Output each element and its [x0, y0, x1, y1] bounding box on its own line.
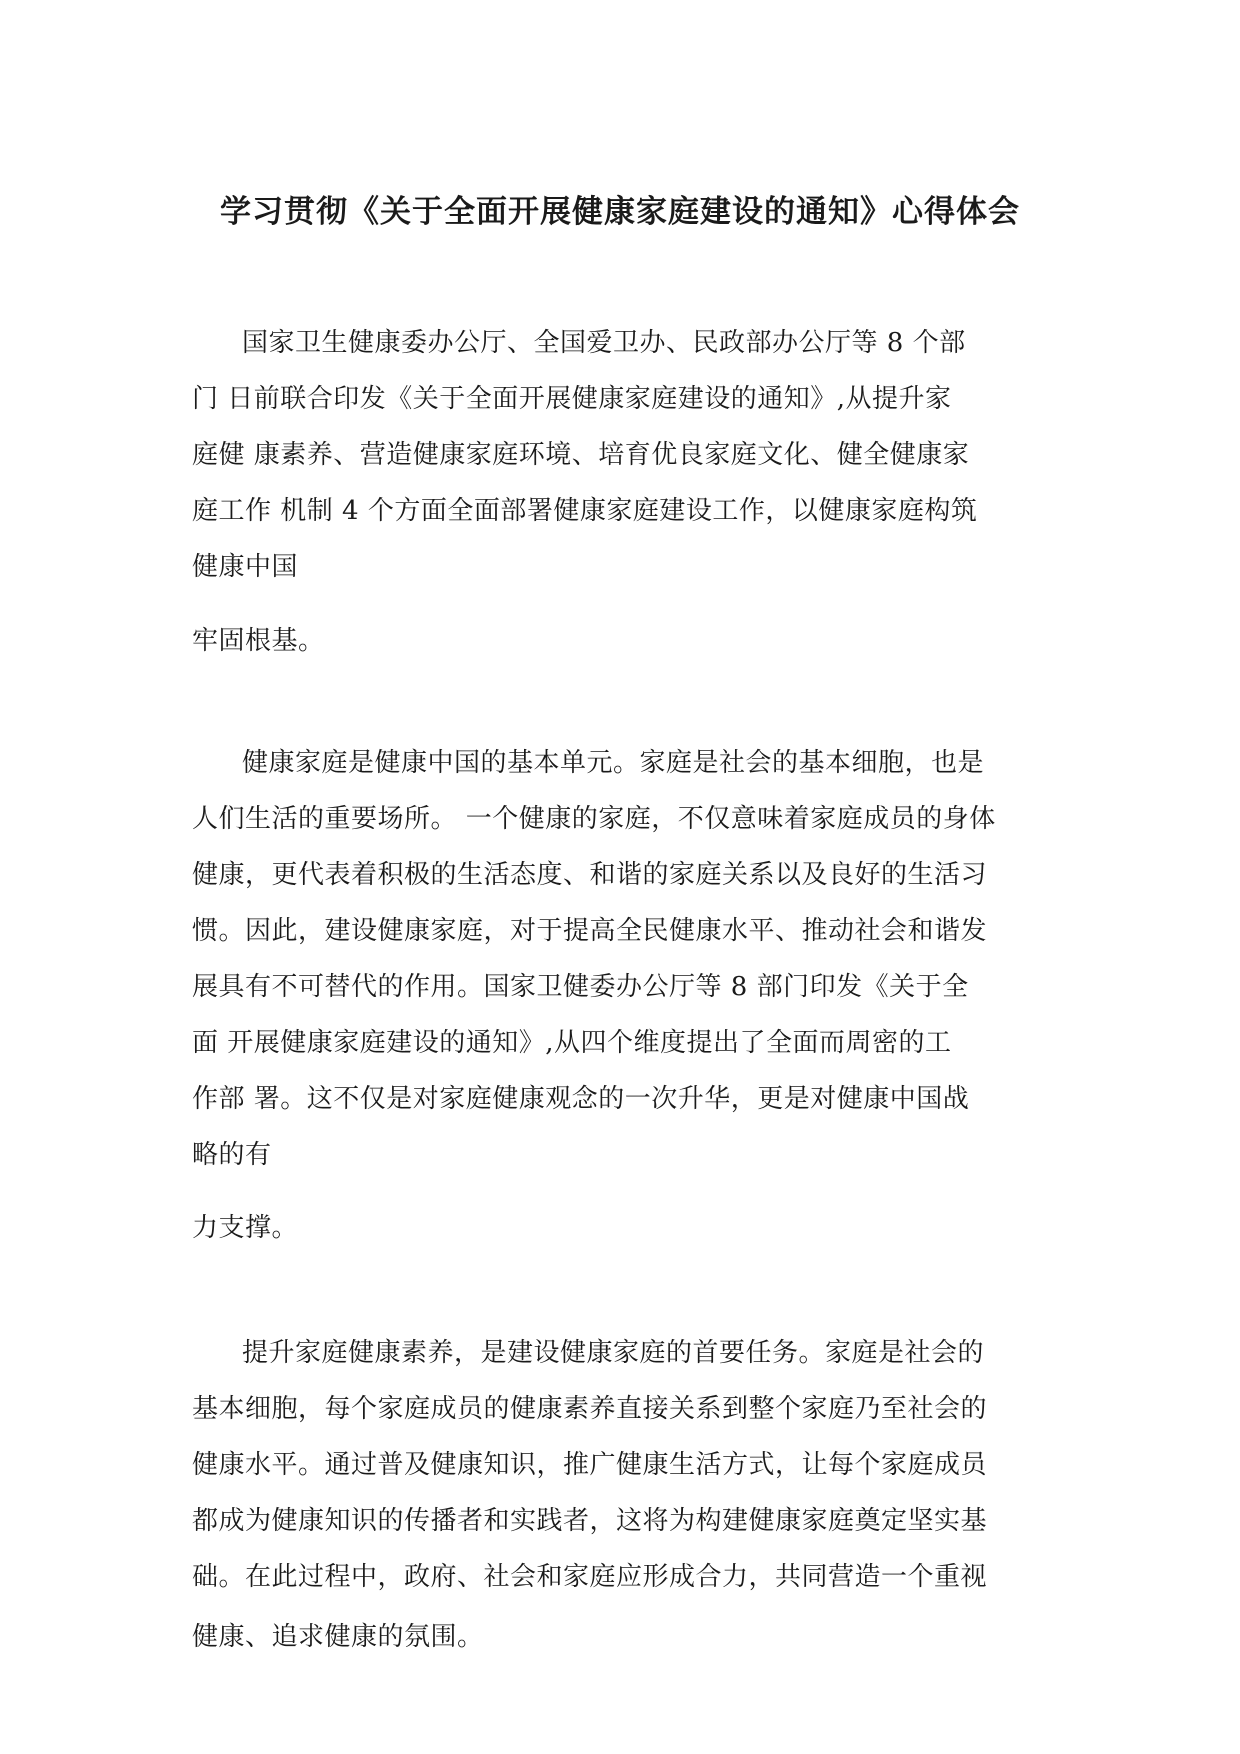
paragraph-5-line-3: 健康水平。通过普及健康知识，推广健康生活方式，让每个家庭成员	[192, 1450, 988, 1480]
paragraph-3-line-7: 作部 署。这不仅是对家庭健康观念的一次升华，更是对健康中国战	[192, 1084, 970, 1114]
paragraph-1-line-1: 国家卫生健康委办公厅、全国爱卫办、民政部办公厅等 8 个部	[242, 328, 966, 358]
paragraph-1-line-5: 健康中国	[192, 552, 299, 582]
paragraph-4-line-1: 力支撑。	[192, 1213, 299, 1243]
paragraph-3-line-4: 惯。因此，建设健康家庭，对于提高全民健康水平、推动社会和谐发	[192, 916, 988, 946]
paragraph-5-line-5: 础。在此过程中，政府、社会和家庭应形成合力，共同营造一个重视	[192, 1562, 988, 1592]
paragraph-3-line-3: 健康，更代表着积极的生活态度、和谐的家庭关系以及良好的生活习	[192, 860, 988, 890]
paragraph-3-line-6: 面 开展健康家庭建设的通知》,从四个维度提出了全面而周密的工	[192, 1028, 952, 1058]
paragraph-1-line-3: 庭健 康素养、营造健康家庭环境、培育优良家庭文化、健全健康家	[192, 440, 970, 470]
paragraph-3-line-1: 健康家庭是健康中国的基本单元。家庭是社会的基本细胞，也是	[242, 748, 985, 778]
paragraph-3-line-8: 略的有	[192, 1140, 272, 1170]
paragraph-1-line-2: 门 日前联合印发《关于全面开展健康家庭建设的通知》,从提升家	[192, 384, 952, 414]
paragraph-5-line-1: 提升家庭健康素养，是建设健康家庭的首要任务。家庭是社会的	[242, 1338, 985, 1368]
paragraph-5-line-6: 健康、追求健康的氛围。	[192, 1622, 484, 1652]
document-title: 学习贯彻《关于全面开展健康家庭建设的通知》心得体会	[220, 194, 1020, 230]
paragraph-2-line-1: 牢固根基。	[192, 626, 325, 656]
paragraph-1-line-4: 庭工作 机制 4 个方面全面部署健康家庭建设工作，以健康家庭构筑	[192, 496, 978, 526]
paragraph-3-line-5: 展具有不可替代的作用。国家卫健委办公厅等 8 部门印发《关于全	[192, 972, 969, 1002]
paragraph-3-line-2: 人们生活的重要场所。 一个健康的家庭，不仅意味着家庭成员的身体	[192, 804, 996, 834]
paragraph-5-line-4: 都成为健康知识的传播者和实践者，这将为构建健康家庭奠定坚实基	[192, 1506, 988, 1536]
paragraph-5-line-2: 基本细胞，每个家庭成员的健康素养直接关系到整个家庭乃至社会的	[192, 1394, 988, 1424]
